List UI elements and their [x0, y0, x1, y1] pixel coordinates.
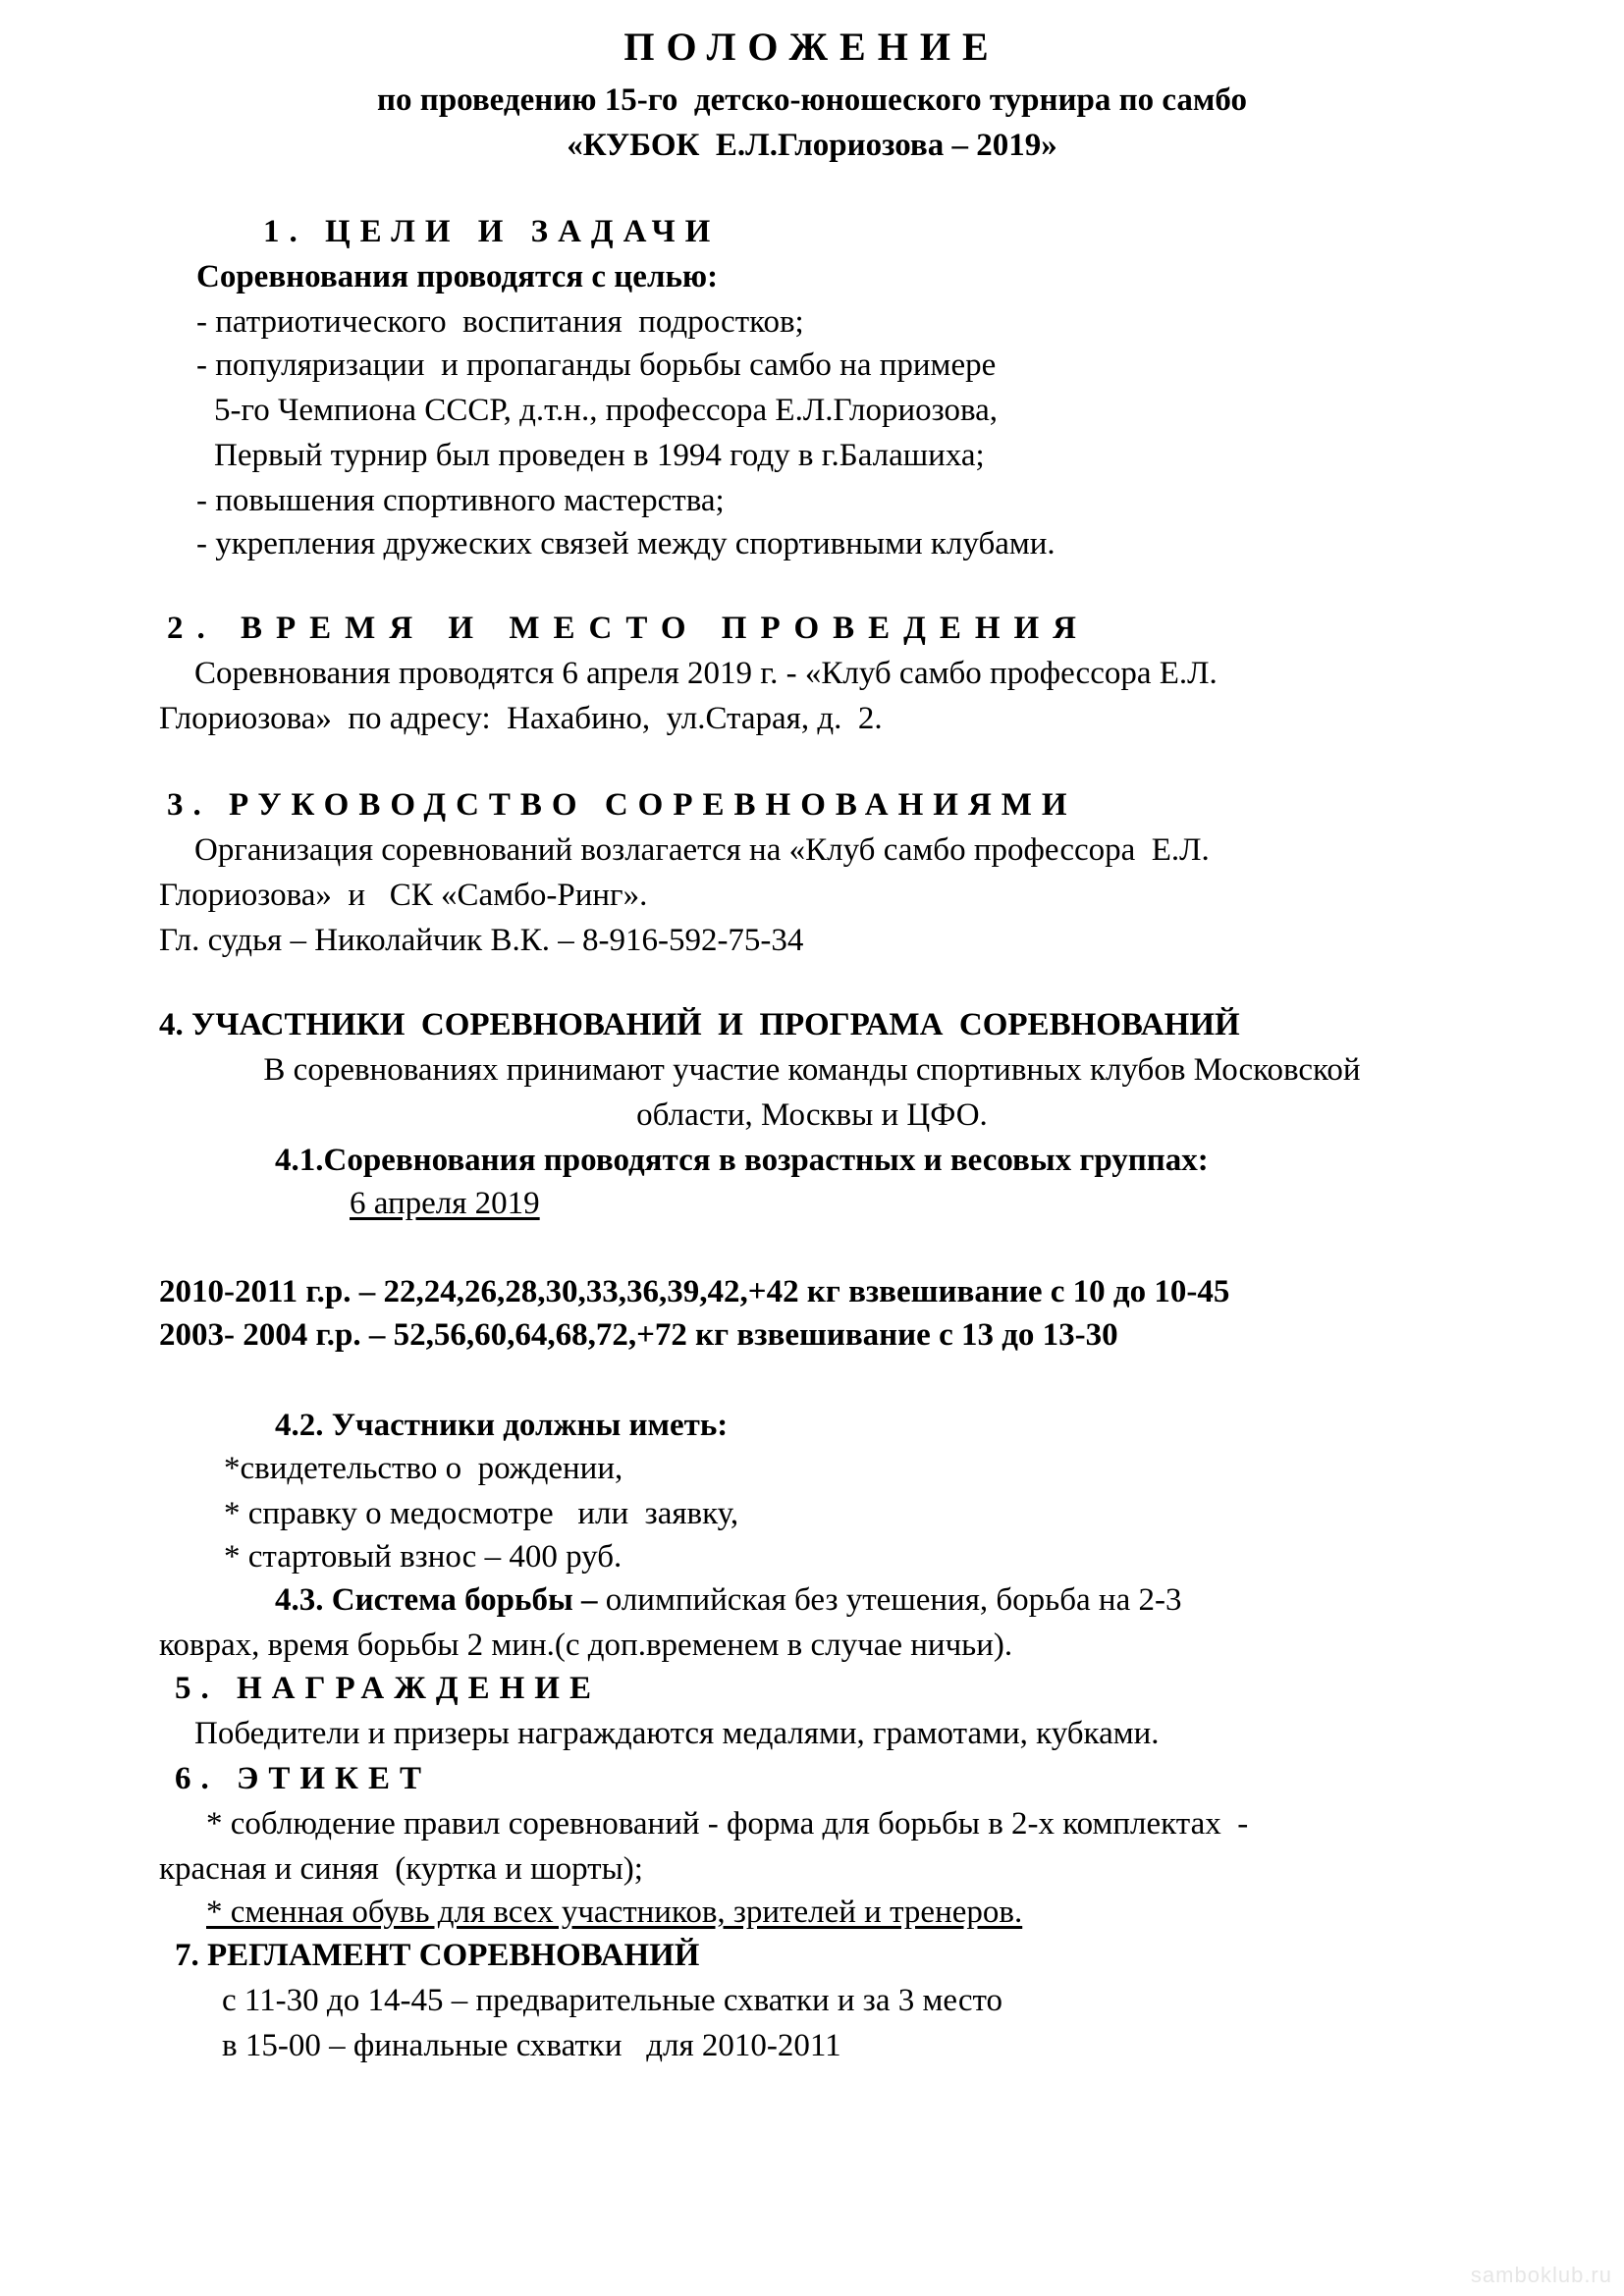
- document-subtitle-cup: «КУБОК Е.Л.Глориозова – 2019»: [567, 128, 1057, 163]
- section-heading-participants: 4. УЧАСТНИКИ СОРЕВНОВАНИЙ И ПРОГРАМА СОРЕВНОВАНИЙ: [159, 1007, 1240, 1042]
- goals-line: 5-го Чемпиона СССР, д.т.н., профессора Е.Л.Глориозова,: [214, 393, 999, 428]
- age-group-line: 2003- 2004 г.р. – 52,56,60,64,68,72,+72 кг взвешивание с 13 до 13-30: [159, 1317, 1118, 1353]
- subsection-wrestling-system: [275, 1580, 1181, 1620]
- schedule-line: в 15-00 – финальные схватки для 2010-2011: [222, 2028, 841, 2063]
- time-place-line: Глориозова» по адресу: Нахабино, ул.Старая, д. 2.: [159, 701, 883, 736]
- competition-date: 6 апреля 2019: [350, 1186, 540, 1221]
- participants-intro: области, Москвы и ЦФО.: [636, 1097, 988, 1133]
- goals-line: Первый турнир был проведен в 1994 году в г.Балашиха;: [214, 438, 985, 473]
- section-heading-goals: 1. ЦЕЛИ И ЗАДАЧИ: [263, 214, 721, 249]
- section-goals-lead: Соревнования проводятся с целью:: [196, 259, 719, 294]
- goals-line: - патриотического воспитания подростков;: [196, 304, 804, 340]
- document-title: ПОЛОЖЕНИЕ: [623, 25, 1001, 69]
- etiquette-line: красная и синяя (куртка и шорты);: [159, 1851, 643, 1887]
- wrestling-system-line: коврах, время борьбы 2 мин.(с доп.временем в случае ничьи).: [159, 1628, 1013, 1663]
- goals-line: - популяризации и пропаганды борьбы самбо на примере: [196, 347, 997, 383]
- wrestling-system-label: 4.3. Система борьбы –: [275, 1582, 598, 1618]
- section-heading-etiquette: 6. ЭТИКЕТ: [175, 1761, 432, 1796]
- management-line: Организация соревнований возлагается на «Клуб самбо профессора Е.Л.: [194, 832, 1210, 868]
- requirement-item: * справку о медосмотре или заявку,: [224, 1496, 739, 1531]
- schedule-line: с 11-30 до 14-45 – предварительные схватки и за 3 место: [222, 1983, 1002, 2018]
- watermark: samboklub.ru: [1470, 2263, 1612, 2287]
- participants-intro: В соревнованиях принимают участие команды спортивных клубов Московской: [263, 1052, 1361, 1088]
- subsection-requirements: 4.2. Участники должны иметь:: [275, 1408, 729, 1443]
- goals-line: - укрепления дружеских связей между спортивными клубами.: [196, 526, 1056, 561]
- section-heading-schedule: 7. РЕГЛАМЕНТ СОРЕВНОВАНИЙ: [175, 1938, 700, 1973]
- awards-line: Победители и призеры награждаются медалями, грамотами, кубками.: [194, 1716, 1160, 1751]
- document-subtitle: по проведению 15-го детско-юношеского турнира по самбо: [377, 82, 1247, 118]
- section-heading-time-place: 2. ВРЕМЯ И МЕСТО ПРОВЕДЕНИЯ: [167, 611, 1091, 646]
- wrestling-system-text: олимпийская без утешения, борьба на 2-3: [597, 1582, 1182, 1618]
- age-group-line: 2010-2011 г.р. – 22,24,26,28,30,33,36,39,42,+42 кг взвешивание с 10 до 10-45: [159, 1274, 1230, 1309]
- section-heading-awards: 5. НАГРАЖДЕНИЕ: [175, 1671, 601, 1706]
- management-line: Глориозова» и СК «Самбо-Ринг».: [159, 878, 648, 913]
- requirement-item: *свидетельство о рождении,: [224, 1451, 623, 1486]
- etiquette-line: * соблюдение правил соревнований - форма для борьбы в 2-х комплектах -: [206, 1806, 1249, 1842]
- time-place-line: Соревнования проводятся 6 апреля 2019 г. - «Клуб самбо профессора Е.Л.: [194, 656, 1218, 691]
- etiquette-footwear-line: * сменная обувь для всех участников, зрителей и тренеров.: [206, 1895, 1023, 1930]
- goals-line: - повышения спортивного мастерства;: [196, 483, 725, 518]
- requirement-item: * стартовый взнос – 400 руб.: [224, 1539, 623, 1575]
- subsection-age-weight-groups: 4.1.Соревнования проводятся в возрастных и весовых группах:: [275, 1143, 1209, 1178]
- section-heading-management: 3. РУКОВОДСТВО СОРЕВНОВАНИЯМИ: [167, 787, 1077, 823]
- management-judge-line: Гл. судья – Николайчик В.К. – 8-916-592-75-34: [159, 923, 804, 958]
